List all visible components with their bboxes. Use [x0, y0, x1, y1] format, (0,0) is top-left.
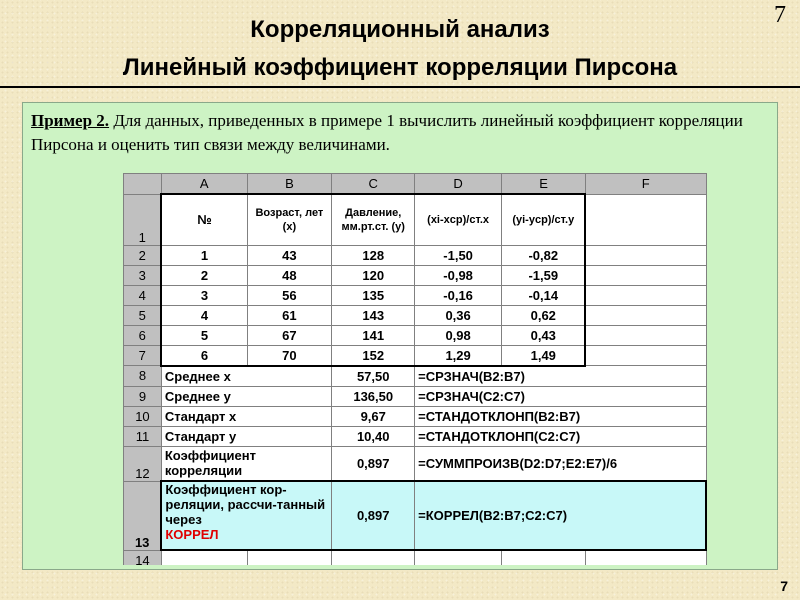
cell-formula: =СРЗНАЧ(B2:B7) — [415, 366, 706, 387]
cell-zx: 0,98 — [415, 325, 502, 345]
cell-formula: =СТАНДОТКЛОНП(C2:C7) — [415, 426, 706, 446]
table-row — [124, 245, 707, 265]
cell-num: 3 — [161, 285, 247, 305]
cell-empty — [247, 550, 332, 565]
row-number: 10 — [124, 406, 162, 426]
cell-header-num: № — [161, 194, 247, 245]
cell-label: Стандарт y — [161, 426, 331, 446]
table-row — [124, 426, 707, 446]
cell-header-zy: (yi-yср)/ст.y — [502, 194, 586, 245]
spreadsheet-table — [123, 173, 707, 565]
cell-empty — [415, 550, 502, 565]
cell-empty — [585, 194, 706, 245]
cell-formula: =СРЗНАЧ(C2:C7) — [415, 386, 706, 406]
row-number: 11 — [124, 426, 162, 446]
cell-age: 56 — [247, 285, 332, 305]
slide-number-top: 7 — [774, 2, 786, 28]
cell-zx: -0,98 — [415, 265, 502, 285]
cell-label — [161, 481, 331, 550]
cell-formula: =СТАНДОТКЛОНП(B2:B7) — [415, 406, 706, 426]
table-row — [124, 386, 707, 406]
cell-zy: 1,49 — [502, 345, 586, 366]
content-panel — [22, 102, 778, 570]
row-number: 5 — [124, 305, 162, 325]
cell-zy: -0,14 — [502, 285, 586, 305]
cell-age: 48 — [247, 265, 332, 285]
cell-header-pressure: Давление, мм.рт.ст. (y) — [332, 194, 415, 245]
cell-empty — [585, 550, 706, 565]
row-number: 13 — [124, 481, 162, 550]
cell-label: Стандарт x — [161, 406, 331, 426]
table-row — [124, 366, 707, 387]
task-body: Для данных, приведенных в примере 1 вычислить линейный коэффициент корреляции Пирсона и оценить тип связи между величинами. — [31, 111, 743, 154]
table-row — [124, 194, 707, 245]
col-header-b: B — [247, 174, 332, 195]
col-header-d: D — [415, 174, 502, 195]
cell-value: 136,50 — [332, 386, 415, 406]
table-row — [124, 265, 707, 285]
cell-num: 4 — [161, 305, 247, 325]
row-number: 8 — [124, 366, 162, 387]
cell-age: 61 — [247, 305, 332, 325]
spreadsheet — [123, 173, 707, 565]
cell-num: 6 — [161, 345, 247, 366]
cell-empty — [161, 550, 247, 565]
cell-empty — [585, 345, 706, 366]
row-number: 14 — [124, 550, 162, 565]
cell-formula: =КОРРЕЛ(B2:B7;C2:C7) — [415, 481, 706, 550]
cell-num: 2 — [161, 265, 247, 285]
cell-num: 5 — [161, 325, 247, 345]
cell-empty — [502, 550, 586, 565]
cell-pressure: 128 — [332, 245, 415, 265]
cell-label-text: Коэффициент кор-реляции, рассчи-танный через — [165, 482, 326, 527]
col-header-c: C — [332, 174, 415, 195]
row-number: 1 — [124, 194, 162, 245]
slide-title-line2: Линейный коэффициент корреляции Пирсона — [122, 54, 678, 81]
row-number: 4 — [124, 285, 162, 305]
table-row — [124, 345, 707, 366]
cell-zx: 1,29 — [415, 345, 502, 366]
cell-label: Среднее y — [161, 386, 331, 406]
cell-zx: 0,36 — [415, 305, 502, 325]
cell-zx: -1,50 — [415, 245, 502, 265]
cell-header-age: Возраст, лет (x) — [247, 194, 332, 245]
cell-value: 57,50 — [332, 366, 415, 387]
slide-title-line1: Корреляционный анализ — [250, 16, 550, 43]
cell-empty — [585, 265, 706, 285]
row-number: 7 — [124, 345, 162, 366]
cell-value: 10,40 — [332, 426, 415, 446]
table-row — [124, 550, 707, 565]
cell-zy: -0,82 — [502, 245, 586, 265]
cell-label-function: КОРРЕЛ — [165, 527, 219, 542]
table-row — [124, 406, 707, 426]
cell-empty — [332, 550, 415, 565]
title-divider — [0, 86, 800, 88]
table-row — [124, 325, 707, 345]
cell-header-zx: (xi-xср)/ст.x — [415, 194, 502, 245]
cell-value: 0,897 — [332, 446, 415, 481]
cell-empty — [585, 245, 706, 265]
cell-num: 1 — [161, 245, 247, 265]
task-text — [31, 109, 771, 157]
table-row — [124, 481, 707, 550]
cell-pressure: 120 — [332, 265, 415, 285]
cell-pressure: 143 — [332, 305, 415, 325]
cell-empty — [585, 285, 706, 305]
cell-age: 70 — [247, 345, 332, 366]
table-row — [124, 285, 707, 305]
cell-value: 0,897 — [332, 481, 415, 550]
cell-formula: =СУММПРОИЗВ(D2:D7;E2:E7)/6 — [415, 446, 706, 481]
cell-empty — [585, 305, 706, 325]
cell-value: 9,67 — [332, 406, 415, 426]
row-number: 6 — [124, 325, 162, 345]
slide-number-bottom: 7 — [780, 578, 788, 594]
table-row — [124, 446, 707, 481]
cell-pressure: 152 — [332, 345, 415, 366]
cell-zy: -1,59 — [502, 265, 586, 285]
col-header-a: A — [161, 174, 247, 195]
col-header-f: F — [585, 174, 706, 195]
cell-zy: 0,62 — [502, 305, 586, 325]
cell-age: 67 — [247, 325, 332, 345]
cell-zy: 0,43 — [502, 325, 586, 345]
cell-pressure: 141 — [332, 325, 415, 345]
cell-age: 43 — [247, 245, 332, 265]
col-header-e: E — [502, 174, 586, 195]
cell-empty — [585, 325, 706, 345]
row-number: 12 — [124, 446, 162, 481]
corner-cell — [124, 174, 162, 195]
cell-label: Среднее x — [161, 366, 331, 387]
column-header-row — [124, 174, 707, 195]
row-number: 2 — [124, 245, 162, 265]
cell-pressure: 135 — [332, 285, 415, 305]
row-number: 9 — [124, 386, 162, 406]
cell-label: Коэффициент корреляции — [161, 446, 331, 481]
cell-zx: -0,16 — [415, 285, 502, 305]
task-lead: Пример 2. — [31, 111, 110, 130]
table-row — [124, 305, 707, 325]
row-number: 3 — [124, 265, 162, 285]
